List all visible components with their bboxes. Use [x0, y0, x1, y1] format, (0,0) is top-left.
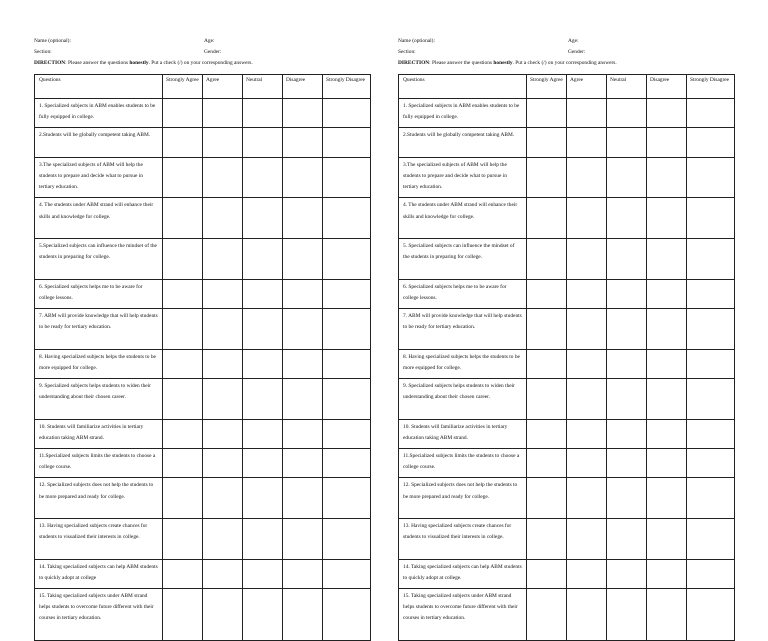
answer-checkbox-cell[interactable] [647, 279, 687, 308]
answer-checkbox-cell[interactable] [323, 378, 371, 419]
question-text [399, 349, 527, 378]
answer-checkbox-cell[interactable] [203, 559, 243, 588]
answer-checkbox-cell[interactable] [527, 308, 567, 349]
answer-checkbox-cell[interactable] [567, 238, 607, 279]
answer-checkbox-cell[interactable] [607, 349, 647, 378]
answer-checkbox-cell[interactable] [203, 279, 243, 308]
answer-checkbox-cell[interactable] [527, 588, 567, 640]
answer-checkbox-cell[interactable] [567, 478, 607, 519]
answer-checkbox-cell[interactable] [527, 378, 567, 419]
table-header-row [399, 75, 735, 99]
answer-checkbox-cell[interactable] [527, 349, 567, 378]
answer-checkbox-cell[interactable] [243, 157, 283, 198]
question-text [35, 238, 163, 279]
question-label: 15. Taking specialized subjects under ABM strand helps students to overcome future different with their courses in tertiary education. [403, 592, 518, 622]
direction-prefix: DIRECTION [398, 60, 430, 66]
answer-checkbox-cell[interactable] [687, 588, 735, 640]
question-row [399, 478, 735, 519]
answer-checkbox-cell[interactable] [203, 157, 243, 198]
answer-checkbox-cell[interactable] [283, 157, 323, 198]
answer-checkbox-cell[interactable] [647, 588, 687, 640]
answer-checkbox-cell[interactable] [203, 99, 243, 128]
question-row [35, 448, 371, 477]
direction-text-2: . Put a check (/) on your corresponding answers. [512, 60, 617, 66]
answer-checkbox-cell[interactable] [323, 198, 371, 239]
answer-checkbox-cell[interactable] [203, 349, 243, 378]
answer-checkbox-cell[interactable] [607, 157, 647, 198]
question-label: 11.Specialized subjects limits the students to choose a college course. [39, 452, 156, 471]
answer-checkbox-cell[interactable] [687, 419, 735, 448]
answer-checkbox-cell[interactable] [527, 478, 567, 519]
answer-checkbox-cell[interactable] [203, 478, 243, 519]
question-row [399, 448, 735, 477]
question-label: 9. Specialized subjects helps students to widen their understanding about their chosen career. [39, 382, 151, 401]
gender-label: Gender: [568, 49, 586, 55]
question-row [35, 238, 371, 279]
answer-checkbox-cell[interactable] [687, 349, 735, 378]
column-header: Questions [35, 75, 163, 99]
question-row [35, 588, 371, 640]
question-text [399, 99, 527, 128]
answer-checkbox-cell[interactable] [567, 198, 607, 239]
answer-checkbox-cell[interactable] [687, 279, 735, 308]
column-header: Strongly Agree [163, 75, 203, 99]
column-header: Strongly Agree [527, 75, 567, 99]
column-header: Agree [567, 75, 607, 99]
answer-checkbox-cell[interactable] [323, 559, 371, 588]
answer-checkbox-cell[interactable] [607, 419, 647, 448]
answer-checkbox-cell[interactable] [527, 419, 567, 448]
answer-checkbox-cell[interactable] [163, 419, 203, 448]
question-label: 14. Taking specialized subjects can help ABM students to quickly adopt at college [39, 563, 158, 581]
section-label: Section: [398, 49, 416, 55]
question-text [35, 308, 163, 349]
question-text [35, 448, 163, 477]
direction-text-1: : Please answer the questions [65, 60, 130, 66]
answer-checkbox-cell[interactable] [607, 559, 647, 588]
answer-checkbox-cell[interactable] [323, 588, 371, 640]
question-text [35, 279, 163, 308]
question-row [399, 238, 735, 279]
question-row [399, 279, 735, 308]
answer-checkbox-cell[interactable] [283, 588, 323, 640]
answer-checkbox-cell[interactable] [163, 448, 203, 477]
answer-checkbox-cell[interactable] [647, 308, 687, 349]
question-label: 13. Having specialized subjects create chances for students to visualized their interests in college. [39, 522, 148, 541]
question-text [35, 198, 163, 239]
answer-checkbox-cell[interactable] [283, 559, 323, 588]
answer-checkbox-cell[interactable] [607, 308, 647, 349]
answer-checkbox-cell[interactable] [323, 157, 371, 198]
answer-checkbox-cell[interactable] [687, 128, 735, 157]
answer-checkbox-cell[interactable] [243, 279, 283, 308]
question-row [399, 588, 735, 640]
question-text [35, 157, 163, 198]
answer-checkbox-cell[interactable] [203, 238, 243, 279]
question-label: 2.Students will be globally competent taking ABM. [403, 132, 515, 139]
answer-checkbox-cell[interactable] [567, 378, 607, 419]
answer-checkbox-cell[interactable] [607, 448, 647, 477]
question-label: 5. Specialized subjects can influence the mindset of the students in preparing for college. [403, 242, 515, 261]
answer-checkbox-cell[interactable] [647, 448, 687, 477]
question-label: 7. ABM will provide knowledge that will help students to be ready for tertiary education. [39, 312, 158, 331]
column-header: Strongly Disagree [687, 75, 735, 99]
answer-checkbox-cell[interactable] [687, 157, 735, 198]
answer-checkbox-cell[interactable] [283, 238, 323, 279]
question-label: 3.The specialized subjects of ABM will help the students to prepare and decide what to pursue in tertiary education. [403, 161, 507, 191]
question-label: 6. Specialized subjects helps me to be aware for college lessons. [39, 283, 143, 301]
column-header: Disagree [647, 75, 687, 99]
question-label: 1. Specialized subjects in ABM enables students to be fully equipped in college. [403, 103, 520, 121]
answer-checkbox-cell[interactable] [243, 478, 283, 519]
question-row [399, 128, 735, 157]
answer-checkbox-cell[interactable] [687, 198, 735, 239]
answer-checkbox-cell[interactable] [283, 378, 323, 419]
answer-checkbox-cell[interactable] [567, 349, 607, 378]
question-text [399, 478, 527, 519]
answer-checkbox-cell[interactable] [567, 157, 607, 198]
section-gender-row [34, 49, 370, 60]
question-text [399, 588, 527, 640]
answer-checkbox-cell[interactable] [203, 518, 243, 559]
answer-checkbox-cell[interactable] [647, 99, 687, 128]
answer-checkbox-cell[interactable] [607, 99, 647, 128]
question-row [35, 157, 371, 198]
answer-checkbox-cell[interactable] [203, 378, 243, 419]
answer-checkbox-cell[interactable] [203, 419, 243, 448]
age-label: Age: [568, 38, 579, 44]
answer-checkbox-cell[interactable] [243, 198, 283, 239]
direction-bold: honestly [493, 60, 513, 66]
answer-checkbox-cell[interactable] [283, 518, 323, 559]
question-label: 9. Specialized subjects helps students to widen their understanding about their chosen career. [403, 382, 515, 401]
answer-checkbox-cell[interactable] [607, 279, 647, 308]
answer-checkbox-cell[interactable] [527, 99, 567, 128]
answer-checkbox-cell[interactable] [607, 238, 647, 279]
question-text [399, 419, 527, 448]
question-text [399, 448, 527, 477]
survey-form-left [34, 38, 370, 641]
answer-checkbox-cell[interactable] [323, 448, 371, 477]
answer-checkbox-cell[interactable] [567, 128, 607, 157]
question-text [399, 128, 527, 157]
answer-checkbox-cell[interactable] [607, 198, 647, 239]
question-label: 14. Taking specialized subjects can help ABM students to quickly adopt at college. [403, 563, 522, 581]
direction-text [34, 60, 370, 74]
question-label: 12. Specialized subjects does not help the students to be more prepared and ready for college. [39, 482, 154, 500]
question-row [35, 308, 371, 349]
answer-checkbox-cell[interactable] [607, 128, 647, 157]
answer-checkbox-cell[interactable] [687, 378, 735, 419]
column-header: Neutral [243, 75, 283, 99]
question-label: 10. Students will familiarize activities in tertiary education taking ABM strand. [39, 423, 144, 441]
answer-checkbox-cell[interactable] [163, 198, 203, 239]
answer-checkbox-cell[interactable] [567, 99, 607, 128]
gender-label: Gender: [204, 49, 222, 55]
age-label: Age: [204, 38, 215, 44]
answer-checkbox-cell[interactable] [243, 518, 283, 559]
name-label: Name (optional): [398, 38, 435, 44]
answer-checkbox-cell[interactable] [283, 128, 323, 157]
question-label: 3.The specialized subjects of ABM will help the students to prepare and decide what to pursue in tertiary education. [39, 161, 143, 191]
question-text [399, 559, 527, 588]
answer-checkbox-cell[interactable] [283, 448, 323, 477]
answer-checkbox-cell[interactable] [323, 308, 371, 349]
answer-checkbox-cell[interactable] [647, 157, 687, 198]
question-label: 5.Specialized subjects can influence the mindset of the students in preparing for college. [39, 242, 157, 261]
answer-checkbox-cell[interactable] [687, 238, 735, 279]
name-label: Name (optional): [34, 38, 71, 44]
question-row [399, 308, 735, 349]
answer-checkbox-cell[interactable] [687, 308, 735, 349]
question-row [35, 378, 371, 419]
question-label: 7. ABM will provide knowledge that will help students to be ready for tertiary education. [403, 312, 522, 331]
answer-checkbox-cell[interactable] [687, 478, 735, 519]
answer-checkbox-cell[interactable] [323, 99, 371, 128]
answer-checkbox-cell[interactable] [243, 588, 283, 640]
question-row [35, 99, 371, 128]
question-label: 4. The students under ABM strand will enhance their skills and knowledge for college. [403, 202, 518, 220]
answer-checkbox-cell[interactable] [527, 198, 567, 239]
direction-bold: honestly [129, 60, 149, 66]
direction-text-1: : Please answer the questions [429, 60, 494, 66]
section-label: Section: [34, 49, 52, 55]
answer-checkbox-cell[interactable] [323, 478, 371, 519]
question-label: 10. Students will familiarize activities in tertiary education taking ABM strand. [403, 423, 508, 441]
question-text [399, 378, 527, 419]
question-row [35, 198, 371, 239]
answer-checkbox-cell[interactable] [163, 128, 203, 157]
answer-checkbox-cell[interactable] [647, 238, 687, 279]
question-text [399, 518, 527, 559]
answer-checkbox-cell[interactable] [283, 198, 323, 239]
answer-checkbox-cell[interactable] [283, 308, 323, 349]
answer-checkbox-cell[interactable] [527, 518, 567, 559]
question-row [35, 419, 371, 448]
question-text [35, 99, 163, 128]
name-age-row [398, 38, 734, 49]
question-row [35, 349, 371, 378]
question-label: 13. Having specialized subjects create chances for students to visualized their interests in college. [403, 522, 512, 541]
answer-checkbox-cell[interactable] [283, 349, 323, 378]
direction-prefix: DIRECTION [34, 60, 66, 66]
answer-checkbox-cell[interactable] [687, 518, 735, 559]
question-text [399, 198, 527, 239]
question-text [35, 588, 163, 640]
answer-checkbox-cell[interactable] [647, 559, 687, 588]
question-label: 12. Specialized subjects does not help the students to be more prepared and ready for college. [403, 482, 518, 500]
question-text [399, 157, 527, 198]
answer-checkbox-cell[interactable] [163, 588, 203, 640]
answer-checkbox-cell[interactable] [527, 559, 567, 588]
answer-checkbox-cell[interactable] [203, 588, 243, 640]
answer-checkbox-cell[interactable] [567, 308, 607, 349]
answer-checkbox-cell[interactable] [567, 588, 607, 640]
question-row [399, 419, 735, 448]
answer-checkbox-cell[interactable] [687, 559, 735, 588]
answer-checkbox-cell[interactable] [203, 128, 243, 157]
question-row [399, 378, 735, 419]
question-text [35, 419, 163, 448]
question-text [35, 378, 163, 419]
answer-checkbox-cell[interactable] [607, 378, 647, 419]
answer-checkbox-cell[interactable] [243, 128, 283, 157]
answer-checkbox-cell[interactable] [283, 279, 323, 308]
answer-checkbox-cell[interactable] [283, 99, 323, 128]
answer-checkbox-cell[interactable] [163, 99, 203, 128]
question-row [399, 518, 735, 559]
answer-checkbox-cell[interactable] [567, 518, 607, 559]
survey-form-right [398, 38, 734, 641]
answer-checkbox-cell[interactable] [163, 349, 203, 378]
answer-checkbox-cell[interactable] [567, 559, 607, 588]
answer-checkbox-cell[interactable] [647, 478, 687, 519]
answer-checkbox-cell[interactable] [163, 559, 203, 588]
answer-checkbox-cell[interactable] [527, 238, 567, 279]
direction-text-2: . Put a check (/) on your corresponding answers. [148, 60, 253, 66]
answer-checkbox-cell[interactable] [527, 448, 567, 477]
question-label: 2.Students will be globally competent taking ABM. [39, 132, 151, 139]
answer-checkbox-cell[interactable] [243, 349, 283, 378]
answer-checkbox-cell[interactable] [243, 419, 283, 448]
answer-checkbox-cell[interactable] [607, 478, 647, 519]
column-header: Disagree [283, 75, 323, 99]
answer-checkbox-cell[interactable] [647, 378, 687, 419]
answer-checkbox-cell[interactable] [163, 378, 203, 419]
question-row [35, 279, 371, 308]
question-text [399, 238, 527, 279]
question-text [399, 308, 527, 349]
answer-checkbox-cell[interactable] [567, 279, 607, 308]
direction-text [398, 60, 734, 74]
answer-checkbox-cell[interactable] [163, 279, 203, 308]
question-row [35, 128, 371, 157]
column-header: Agree [203, 75, 243, 99]
answer-checkbox-cell[interactable] [283, 478, 323, 519]
answer-checkbox-cell[interactable] [647, 518, 687, 559]
question-label: 6. Specialized subjects helps me to be aware for college lessons. [403, 283, 507, 301]
question-row [35, 518, 371, 559]
answer-checkbox-cell[interactable] [323, 518, 371, 559]
question-row [399, 559, 735, 588]
table-header-row [35, 75, 371, 99]
answer-checkbox-cell[interactable] [607, 588, 647, 640]
answer-checkbox-cell[interactable] [283, 419, 323, 448]
answer-checkbox-cell[interactable] [243, 308, 283, 349]
answer-checkbox-cell[interactable] [243, 559, 283, 588]
question-row [399, 157, 735, 198]
answer-checkbox-cell[interactable] [323, 349, 371, 378]
answer-checkbox-cell[interactable] [163, 157, 203, 198]
question-text [35, 478, 163, 519]
column-header: Questions [399, 75, 527, 99]
answer-checkbox-cell[interactable] [527, 279, 567, 308]
column-header: Strongly Disagree [323, 75, 371, 99]
question-label: 1. Specialized subjects in ABM enables students to be fully equipped in college. [39, 103, 156, 121]
question-row [399, 198, 735, 239]
question-text [35, 349, 163, 378]
answer-checkbox-cell[interactable] [243, 99, 283, 128]
question-row [399, 349, 735, 378]
column-header: Neutral [607, 75, 647, 99]
answer-checkbox-cell[interactable] [687, 448, 735, 477]
answer-checkbox-cell[interactable] [527, 157, 567, 198]
section-gender-row [398, 49, 734, 60]
question-text [399, 279, 527, 308]
question-row [399, 99, 735, 128]
survey-table [398, 74, 735, 641]
answer-checkbox-cell[interactable] [567, 448, 607, 477]
question-label: 15. Taking specialized subjects under ABM strand helps students to overcome future different with their courses in tertiary education. [39, 592, 154, 622]
answer-checkbox-cell[interactable] [527, 128, 567, 157]
answer-checkbox-cell[interactable] [323, 419, 371, 448]
answer-checkbox-cell[interactable] [163, 238, 203, 279]
answer-checkbox-cell[interactable] [243, 378, 283, 419]
question-label: 11.Specialized subjects limits the students to choose a college course. [403, 452, 520, 471]
survey-table [34, 74, 371, 641]
question-row [35, 559, 371, 588]
question-label: 4. The students under ABM strand will enhance their skills and knowledge for college. [39, 202, 154, 220]
answer-checkbox-cell[interactable] [687, 99, 735, 128]
answer-checkbox-cell[interactable] [323, 128, 371, 157]
question-text [35, 518, 163, 559]
name-age-row [34, 38, 370, 49]
question-text [35, 128, 163, 157]
answer-checkbox-cell[interactable] [647, 198, 687, 239]
answer-checkbox-cell[interactable] [323, 238, 371, 279]
answer-checkbox-cell[interactable] [243, 238, 283, 279]
answer-checkbox-cell[interactable] [203, 198, 243, 239]
answer-checkbox-cell[interactable] [647, 349, 687, 378]
question-label: 8. Having specialized subjects helps the students to be more equipped for college. [403, 353, 520, 371]
answer-checkbox-cell[interactable] [203, 308, 243, 349]
question-row [35, 478, 371, 519]
question-text [35, 559, 163, 588]
answer-checkbox-cell[interactable] [567, 419, 607, 448]
answer-checkbox-cell[interactable] [163, 518, 203, 559]
question-label: 8. Having specialized subjects helps the students to be more equipped for college. [39, 353, 156, 371]
answer-checkbox-cell[interactable] [163, 308, 203, 349]
answer-checkbox-cell[interactable] [607, 518, 647, 559]
answer-checkbox-cell[interactable] [163, 478, 203, 519]
answer-checkbox-cell[interactable] [323, 279, 371, 308]
answer-checkbox-cell[interactable] [647, 419, 687, 448]
answer-checkbox-cell[interactable] [243, 448, 283, 477]
answer-checkbox-cell[interactable] [203, 448, 243, 477]
answer-checkbox-cell[interactable] [647, 128, 687, 157]
